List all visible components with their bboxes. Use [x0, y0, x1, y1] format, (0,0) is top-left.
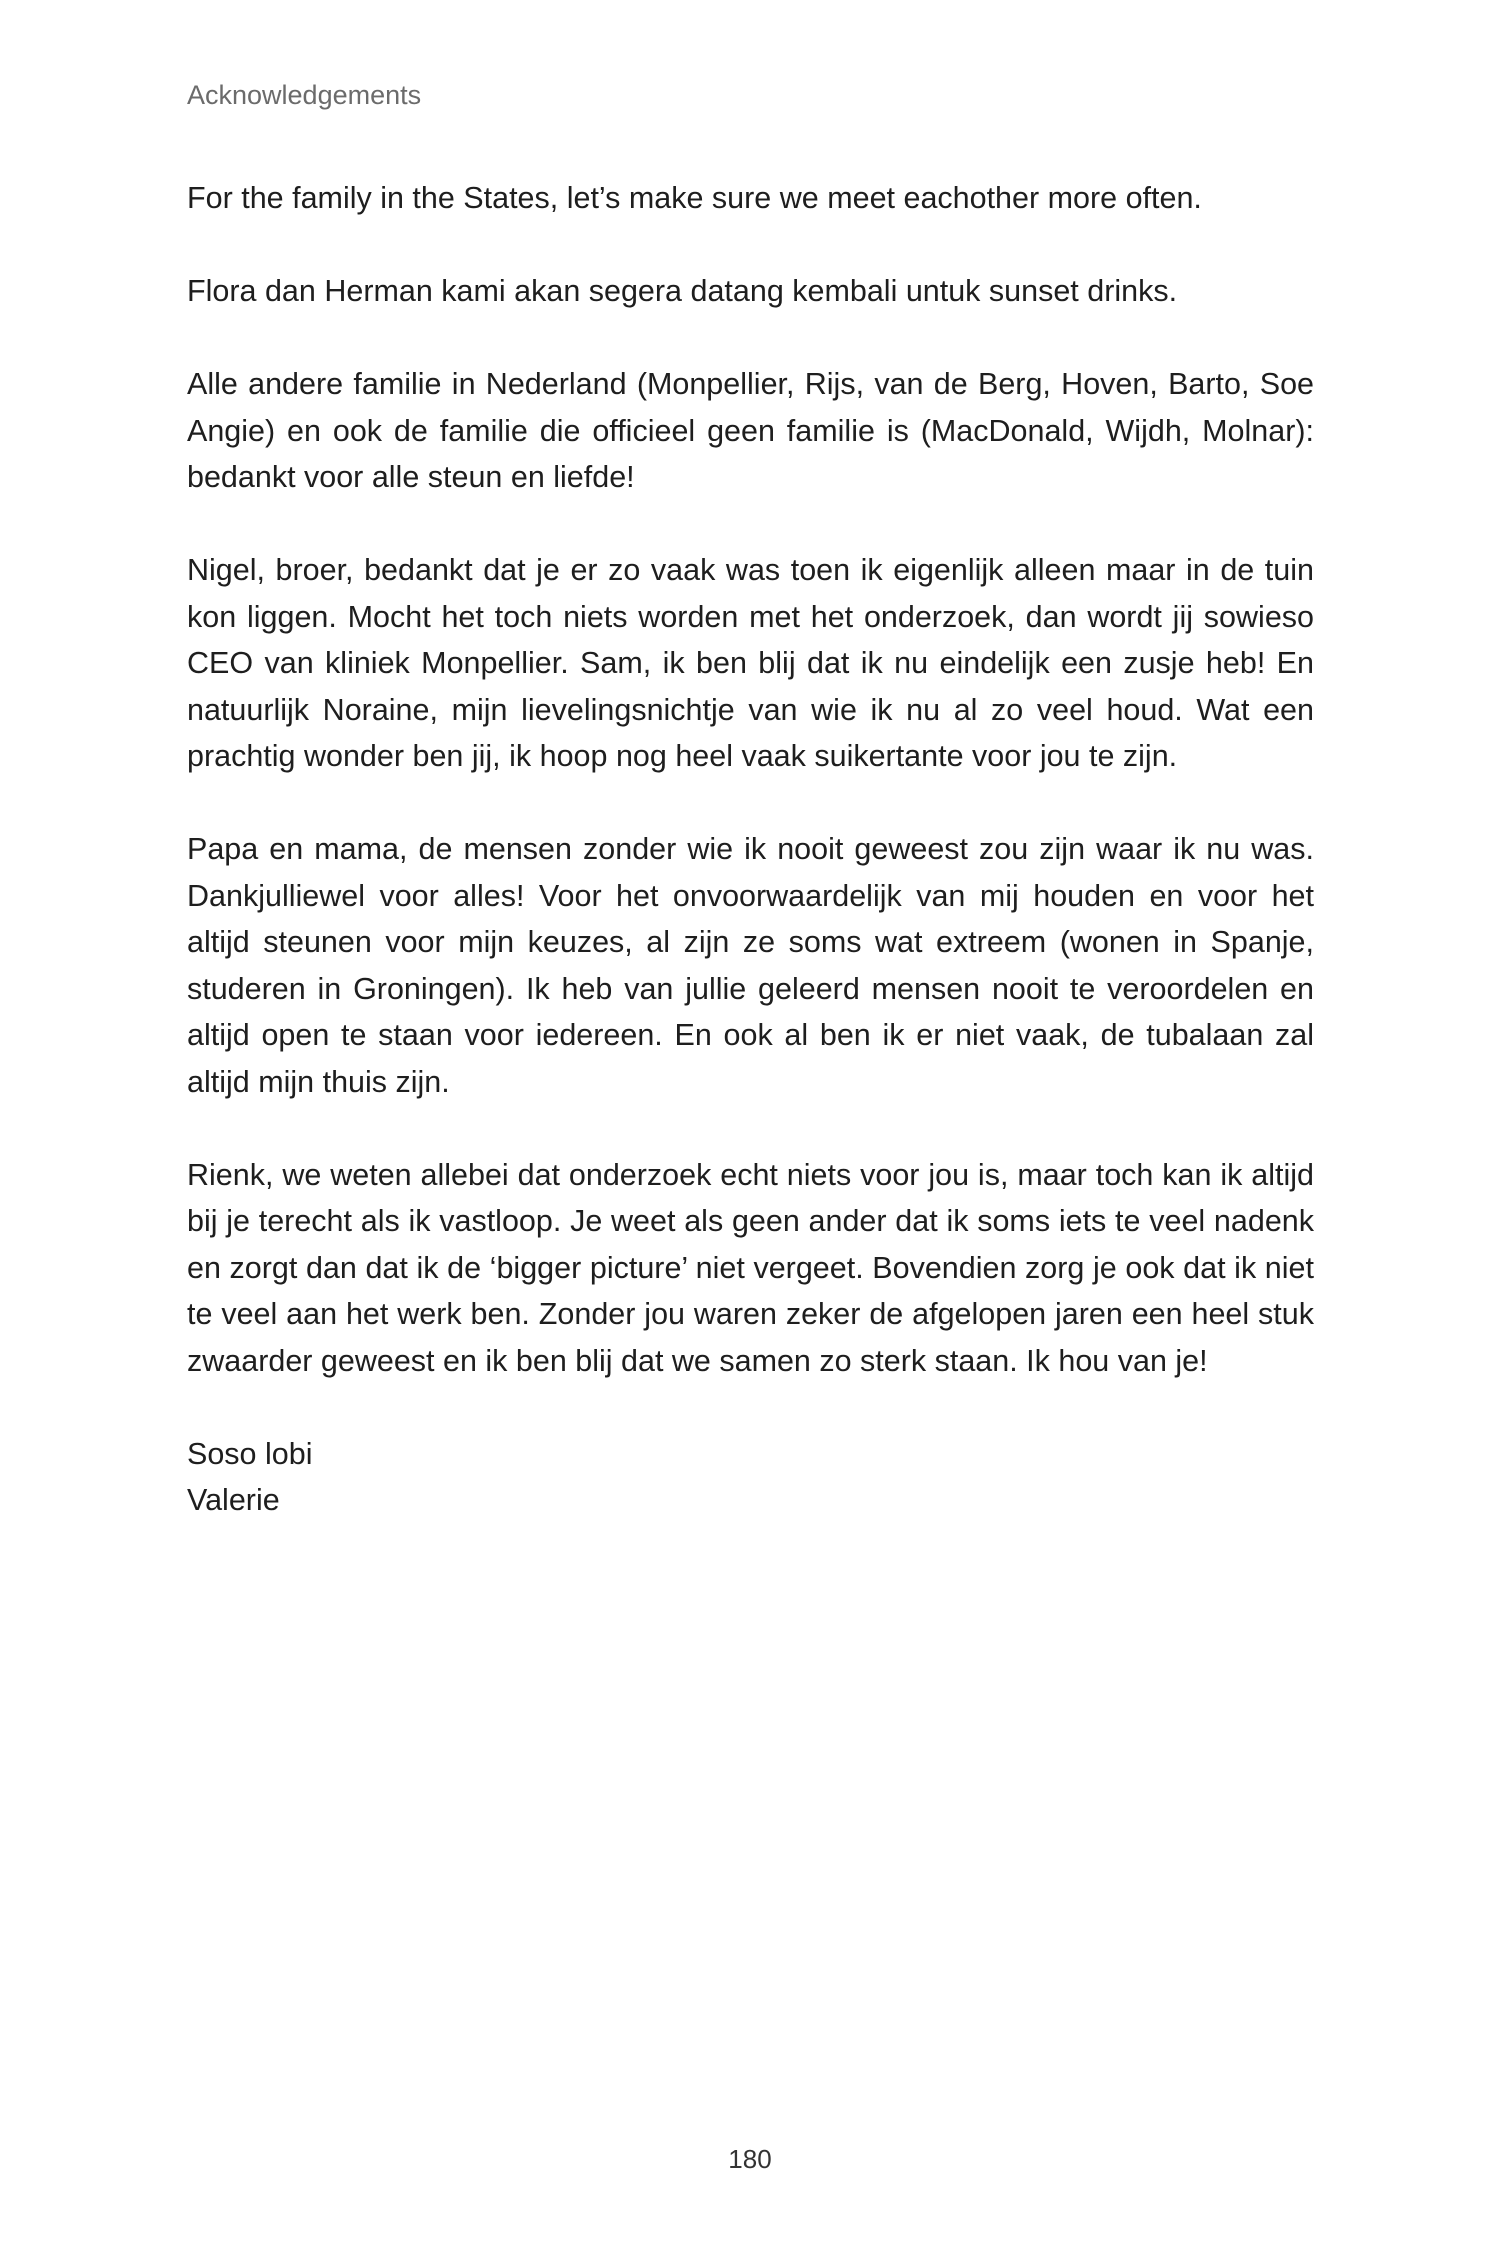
paragraph-rienk: Rienk, we weten allebei dat onderzoek echt niets voor jou is, maar toch kan ik altijd bij je terecht als ik vastloop. Je weet als geen ander dat ik soms iets te veel nadenk en zorgt dan dat ik de ‘bigger picture’ niet vergeet. Bovendien zorg je ook dat ik niet te veel aan het werk ben. Zonder jou waren zeker de afgelopen jaren een heel stuk zwaarder geweest en ik ben blij dat we samen zo sterk staan. Ik hou van je! — [187, 1157, 1314, 1378]
signoff — [187, 1431, 1314, 1524]
paragraph-parents: Papa en mama, de mensen zonder wie ik nooit geweest zou zijn waar ik nu was. Dankjulliewel voor alles! Voor het onvoorwaardelijk van mij houden en voor het altijd steunen voor mijn keuzes, al zijn ze soms wat extreem (wonen in Spanje, studeren in Groningen). Ik heb van jullie geleerd mensen nooit te veroordelen en altijd open te staan voor iedereen. En ook al ben ik er niet vaak, de tubalaan zal altijd mijn thuis zijn. — [187, 832, 1314, 1099]
acknowledgements-body — [187, 175, 1314, 1524]
paragraph-flora-herman: Flora dan Herman kami akan segera datang kembali untuk sunset drinks. — [187, 274, 1178, 308]
paragraph-family-states: For the family in the States, let’s make sure we meet eachother more often. — [187, 181, 1202, 215]
paragraph-nigel: Nigel, broer, bedankt dat je er zo vaak was toen ik eigenlijk alleen maar in de tuin kon liggen. Mocht het toch niets worden met het onderzoek, dan wordt jij sowieso CEO van kliniek Monpellier. Sam, ik ben blij dat ik nu eindelijk een zusje heb! En natuurlijk Noraine, mijn lievelingsnichtje van wie ik nu al zo veel houd. Wat een prachtig wonder ben jij, ik hoop nog heel vaak suikertante voor jou te zijn. — [187, 553, 1314, 773]
signoff-closing: Soso lobi — [187, 1436, 313, 1471]
page-number: 180 — [728, 2144, 772, 2174]
signoff-name: Valerie — [187, 1483, 280, 1517]
paragraph-family-netherlands: Alle andere familie in Nederland (Monpellier, Rijs, van de Berg, Hoven, Barto, Soe Angie) en ook de familie die officieel geen familie is (MacDonald, Wijdh, Molnar): bedankt voor alle steun en liefde! — [187, 367, 1314, 494]
running-header: Acknowledgements — [187, 80, 422, 110]
